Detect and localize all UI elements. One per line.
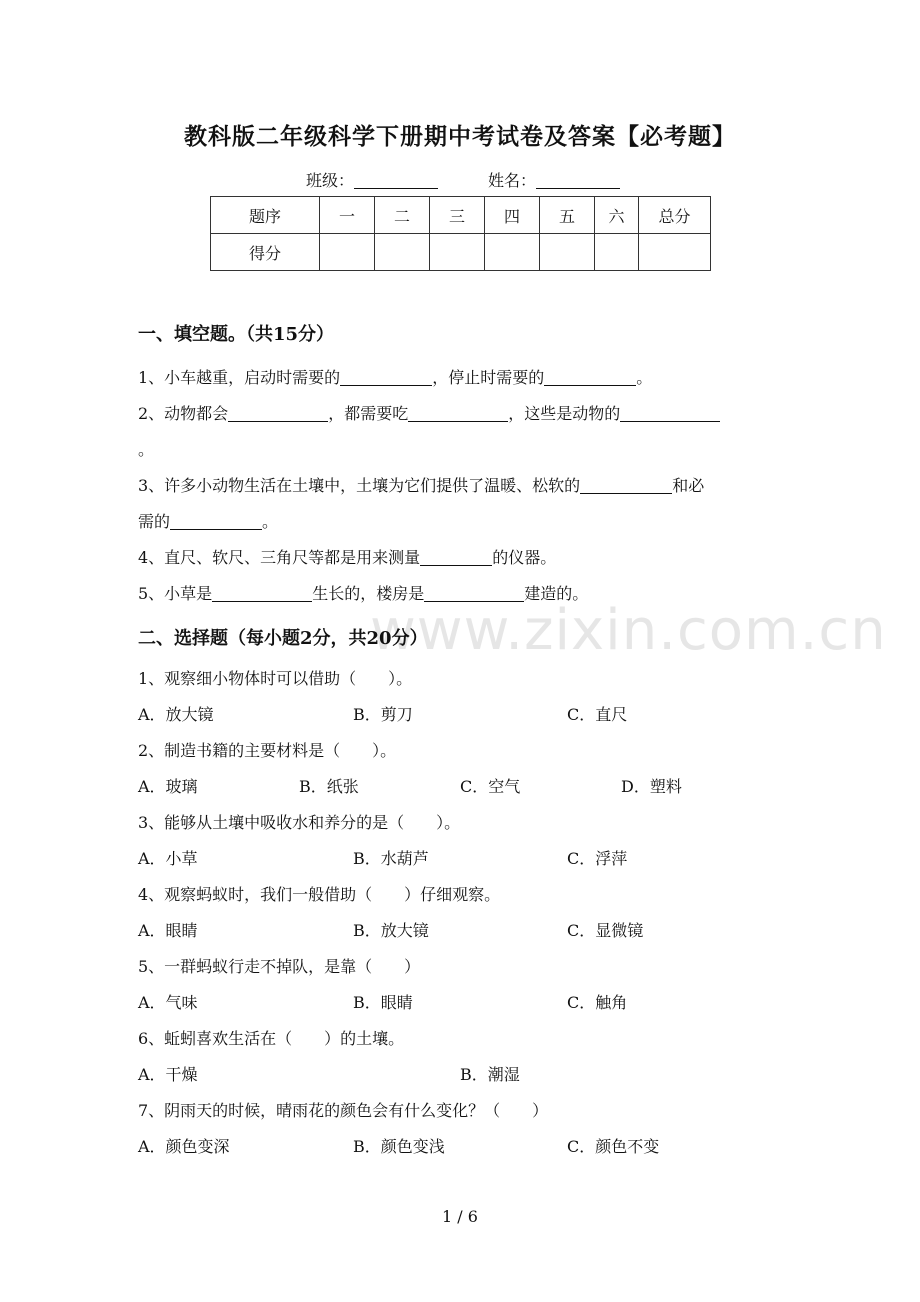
- fill-question-1: [138, 365, 652, 388]
- fill-question-3: [138, 473, 704, 496]
- header-cell: 三: [430, 197, 485, 234]
- section2-heading: 二、选择题（每小题2分，共20分）: [138, 628, 428, 649]
- score-cell[interactable]: [320, 234, 375, 271]
- fill-question-3-cont: [138, 509, 278, 532]
- header-cell: 四: [485, 197, 540, 234]
- score-table-row: [211, 234, 711, 271]
- question-text: 的仪器。: [492, 548, 557, 567]
- choice-question-2: 2、制造书籍的主要材料是（ ）。: [138, 741, 397, 760]
- answer-blank[interactable]: [424, 585, 524, 602]
- class-blank[interactable]: [354, 172, 438, 189]
- question-text: 建造的。: [524, 584, 589, 603]
- choice-question-6: 6、蚯蚓喜欢生活在（ ）的土壤。: [138, 1029, 405, 1048]
- header-cell: 二: [375, 197, 430, 234]
- name-blank[interactable]: [536, 172, 620, 189]
- header-cell: 五: [540, 197, 595, 234]
- score-table: [210, 196, 711, 271]
- option-c[interactable]: C．空气: [460, 777, 521, 796]
- option-a[interactable]: A．气味: [138, 993, 198, 1012]
- option-b[interactable]: B．潮湿: [460, 1065, 520, 1084]
- option-b[interactable]: B．眼睛: [353, 993, 413, 1012]
- fill-question-2: [138, 401, 720, 424]
- option-a[interactable]: A．颜色变深: [138, 1137, 230, 1156]
- option-b[interactable]: B．颜色变浅: [353, 1137, 445, 1156]
- header-cell: 一: [320, 197, 375, 234]
- option-b[interactable]: B．放大镜: [353, 921, 429, 940]
- fill-question-5: [138, 581, 588, 604]
- score-cell[interactable]: [540, 234, 595, 271]
- question-text: 4、直尺、软尺、三角尺等都是用来测量: [138, 548, 421, 567]
- header-cell: 六: [595, 197, 639, 234]
- fill-question-2-cont: 。: [138, 440, 155, 459]
- answer-blank[interactable]: [620, 405, 720, 422]
- answer-blank[interactable]: [228, 405, 328, 422]
- question-text: 生长的，楼房是: [312, 584, 425, 603]
- score-cell[interactable]: [375, 234, 430, 271]
- option-b[interactable]: B．剪刀: [353, 705, 413, 724]
- option-c[interactable]: C．触角: [567, 993, 628, 1012]
- choice-question-5: 5、一群蚂蚁行走不掉队，是靠（ ）: [138, 957, 421, 976]
- option-a[interactable]: A．眼睛: [138, 921, 198, 940]
- header-cell: 总分: [639, 197, 711, 234]
- row-label-cell: 得分: [211, 234, 320, 271]
- score-cell[interactable]: [595, 234, 639, 271]
- option-a[interactable]: A．玻璃: [138, 777, 198, 796]
- question-text: 。: [636, 368, 653, 387]
- option-a[interactable]: A．放大镜: [138, 705, 214, 724]
- student-info: [306, 168, 620, 191]
- question-text: 5、小草是: [138, 584, 213, 603]
- option-b[interactable]: B．水葫芦: [353, 849, 429, 868]
- option-a[interactable]: A．小草: [138, 849, 198, 868]
- answer-blank[interactable]: [580, 477, 672, 494]
- answer-blank[interactable]: [420, 549, 492, 566]
- option-a[interactable]: A．干燥: [138, 1065, 198, 1084]
- answer-blank[interactable]: [544, 369, 636, 386]
- question-text: 需的: [138, 512, 171, 531]
- choice-question-3: 3、能够从土壤中吸收水和养分的是（ ）。: [138, 813, 461, 832]
- fill-question-4: [138, 545, 556, 568]
- page-number: 1 / 6: [442, 1207, 478, 1226]
- answer-blank[interactable]: [170, 513, 262, 530]
- question-text: ，停止时需要的: [432, 368, 545, 387]
- choice-question-7: 7、阴雨天的时候，晴雨花的颜色会有什么变化？（ ）: [138, 1101, 549, 1120]
- question-text: 2、动物都会: [138, 404, 229, 423]
- question-text: ，这些是动物的: [508, 404, 621, 423]
- score-cell[interactable]: [485, 234, 540, 271]
- page-title: 教科版二年级科学下册期中考试卷及答案【必考题】: [184, 123, 736, 150]
- question-text: 。: [262, 512, 279, 531]
- option-c[interactable]: C．显微镜: [567, 921, 644, 940]
- choice-question-1: 1、观察细小物体时可以借助（ ）。: [138, 669, 413, 688]
- option-c[interactable]: C．浮萍: [567, 849, 628, 868]
- section1-heading: 一、填空题。（共15分）: [138, 324, 335, 345]
- answer-blank[interactable]: [340, 369, 432, 386]
- question-text: 1、小车越重，启动时需要的: [138, 368, 341, 387]
- score-table-header-row: [211, 197, 711, 234]
- option-c[interactable]: C．直尺: [567, 705, 628, 724]
- name-label: 姓名：: [488, 171, 537, 190]
- class-label: 班级：: [306, 171, 355, 190]
- watermark: www.zixin.com.cn: [370, 598, 887, 663]
- option-b[interactable]: B．纸张: [299, 777, 359, 796]
- answer-blank[interactable]: [212, 585, 312, 602]
- answer-blank[interactable]: [408, 405, 508, 422]
- score-cell[interactable]: [639, 234, 711, 271]
- score-cell[interactable]: [430, 234, 485, 271]
- question-text: ，都需要吃: [328, 404, 409, 423]
- option-d[interactable]: D．塑料: [621, 777, 682, 796]
- question-text: 3、许多小动物生活在土壤中，土壤为它们提供了温暖、松软的: [138, 476, 581, 495]
- choice-question-4: 4、观察蚂蚁时，我们一般借助（ ）仔细观察。: [138, 885, 501, 904]
- question-text: 和必: [672, 476, 705, 495]
- option-c[interactable]: C．颜色不变: [567, 1137, 660, 1156]
- header-cell: 题序: [211, 197, 320, 234]
